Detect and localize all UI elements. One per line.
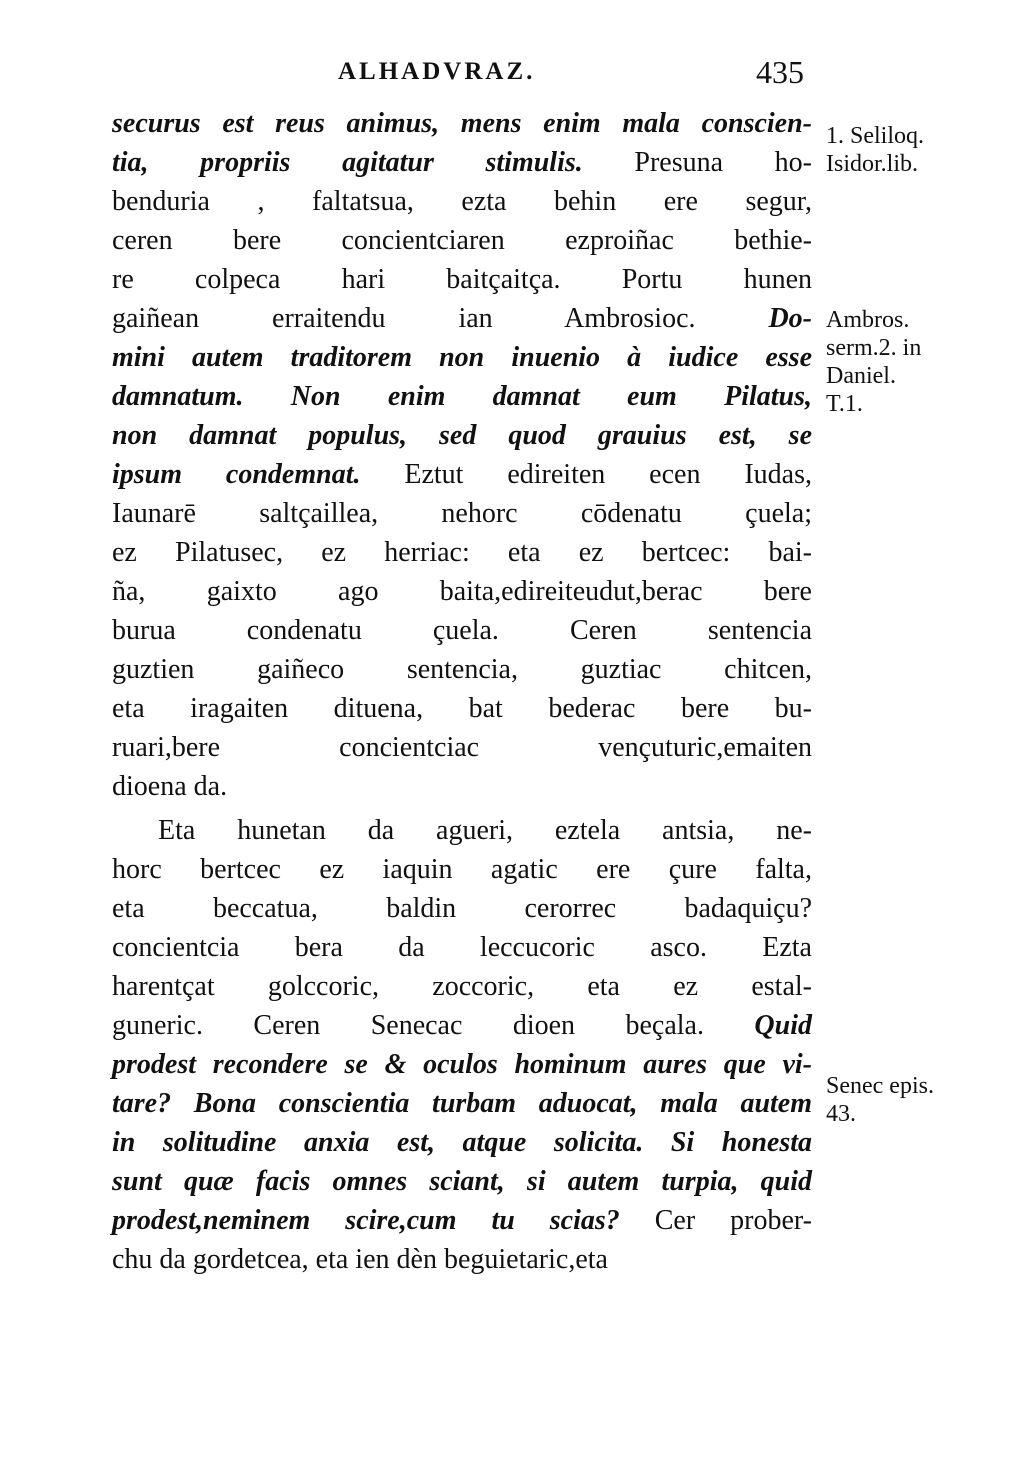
- text-line: [112, 338, 812, 377]
- text-line: [112, 1162, 812, 1201]
- text-line: [112, 1084, 812, 1123]
- text-segment: ez Pilatusec, ez herriac: eta ez bertcec: bai-: [112, 537, 812, 568]
- text-line: [112, 650, 812, 689]
- text-segment: re colpeca hari baitçaitça. Portu hunen: [112, 264, 812, 295]
- text-segment: dioena da.: [112, 771, 228, 802]
- text-segment: burua condenatu çuela. Ceren sentencia: [112, 615, 812, 646]
- text-segment: eta iragaiten dituena, bat bederac bere bu-: [112, 693, 812, 724]
- text-segment: ceren bere concientciaren ezproiñac bethie-: [112, 225, 812, 256]
- latin-quote-text: non damnat populus, sed quod grauius est, se: [112, 420, 812, 451]
- latin-quote-text: in solitudine anxia est, atque solicita. Si honesta: [112, 1127, 812, 1158]
- margin-note-line: 1. Seliloq.: [826, 123, 925, 149]
- text-line: [112, 494, 812, 533]
- latin-quote-text: Quid: [754, 1010, 812, 1041]
- text-line: [112, 728, 812, 767]
- text-segment: concientcia bera da leccucoric asco. Ezta: [112, 932, 812, 963]
- margin-note-line: serm.2. in: [826, 335, 922, 361]
- margin-note-seneca: [826, 1072, 934, 1128]
- text-segment: eta beccatua, baldin cerorrec badaquiçu?: [112, 893, 812, 924]
- latin-quote-text: damnatum. Non enim damnat eum Pilatus,: [112, 381, 812, 412]
- margin-note-line: Ambros.: [826, 307, 910, 333]
- text-line: [112, 143, 812, 182]
- margin-note-line: 43.: [826, 1101, 856, 1127]
- text-line: [112, 260, 812, 299]
- text-segment: gaiñean erraitendu ian Ambrosioc.: [112, 303, 769, 334]
- text-line: [112, 572, 812, 611]
- text-segment: Iaunarē saltçaillea, nehorc cōdenatu çuela;: [112, 498, 812, 529]
- text-line: [112, 104, 812, 143]
- text-segment: guztien gaiñeco sentencia, guztiac chitcen,: [112, 654, 812, 685]
- text-segment: Cer prober-: [619, 1205, 812, 1236]
- text-segment: harentçat golccoric, zoccoric, eta ez estal-: [112, 971, 812, 1002]
- text-line: [112, 182, 812, 221]
- text-line: [112, 533, 812, 572]
- text-line: [112, 1240, 812, 1279]
- latin-quote-text: mini autem traditorem non inuenio à iudice esse: [112, 342, 812, 373]
- paragraph-2: [112, 811, 812, 1279]
- text-line: [112, 850, 812, 889]
- text-segment: ruari,bere concientciac vençuturic,emaiten: [112, 732, 812, 763]
- text-segment: horc bertcec ez iaquin agatic ere çure falta,: [112, 854, 812, 885]
- text-line: [112, 377, 812, 416]
- text-line: [112, 928, 812, 967]
- text-line: [112, 1123, 812, 1162]
- text-segment: Eztut edireiten ecen Iudas,: [360, 459, 813, 490]
- text-segment: guneric. Ceren Senecac dioen beçala.: [112, 1010, 755, 1041]
- running-head: ALHADVRAZ.: [338, 58, 536, 85]
- margin-note-seliloq: [826, 122, 924, 178]
- text-line: [112, 767, 812, 806]
- latin-quote-text: Do-: [768, 303, 812, 334]
- margin-note-line: Senec epis.: [826, 1073, 934, 1099]
- text-line: [112, 221, 812, 260]
- text-line: [112, 1006, 812, 1045]
- margin-note-line: Isidor.lib.: [826, 151, 919, 177]
- text-line: [112, 811, 812, 850]
- margin-note-line: T.1.: [826, 391, 863, 417]
- text-line: [112, 889, 812, 928]
- text-line: [112, 455, 812, 494]
- text-line: [112, 1201, 812, 1240]
- text-line: [112, 299, 812, 338]
- text-segment: Presuna ho-: [582, 147, 812, 178]
- latin-quote-text: tare? Bona conscientia turbam aduocat, mala autem: [112, 1088, 812, 1119]
- text-segment: benduria , faltatsua, ezta behin ere segur,: [112, 186, 812, 217]
- text-line: [112, 967, 812, 1006]
- latin-quote-text: securus est reus animus, mens enim mala conscien-: [112, 108, 812, 139]
- margin-note-ambrose: [826, 306, 921, 418]
- page-number: 435: [756, 54, 804, 90]
- text-segment: Eta hunetan da agueri, eztela antsia, ne-: [158, 815, 812, 846]
- paragraph-1: [112, 104, 812, 806]
- latin-quote-text: prodest,neminem scire,cum tu scias?: [112, 1205, 620, 1236]
- text-segment: ña, gaixto ago baita,edireiteudut,berac bere: [112, 576, 812, 607]
- latin-quote-text: ipsum condemnat.: [112, 459, 361, 490]
- text-line: [112, 1045, 812, 1084]
- text-line: [112, 416, 812, 455]
- page-header: [110, 54, 810, 98]
- latin-quote-text: sunt quæ facis omnes sciant, si autem turpia, quid: [112, 1166, 812, 1197]
- text-line: [112, 611, 812, 650]
- margin-note-line: Daniel.: [826, 363, 896, 389]
- text-segment: chu da gordetcea, eta ien dèn beguietaric,eta: [112, 1244, 608, 1275]
- latin-quote-text: prodest recondere se & oculos hominum aures que vi-: [112, 1049, 812, 1080]
- main-text: [112, 104, 812, 1279]
- latin-quote-text: tia, propriis agitatur stimulis.: [112, 147, 583, 178]
- text-line: [112, 689, 812, 728]
